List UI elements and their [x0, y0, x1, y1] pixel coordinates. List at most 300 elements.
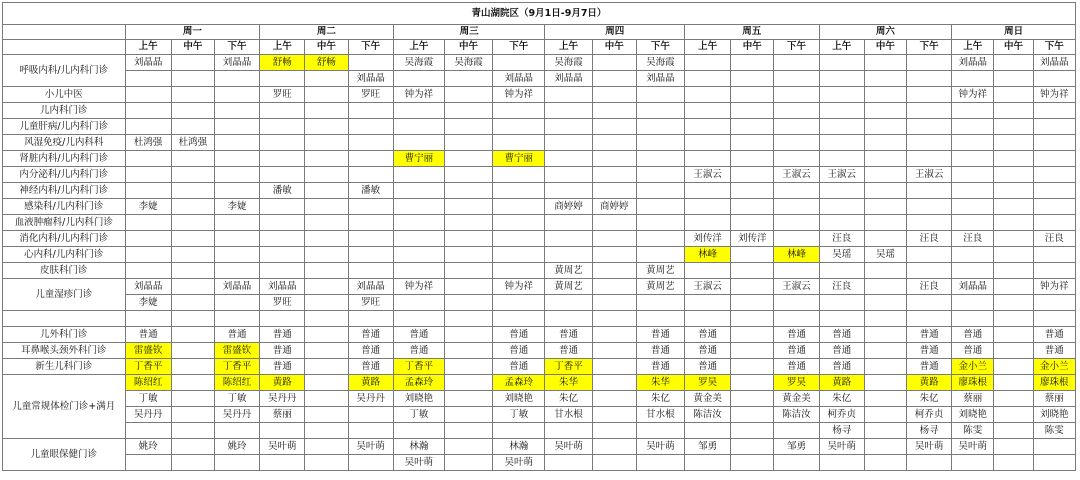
schedule-cell: 廖珠根: [952, 375, 994, 391]
table-row: [3, 455, 1076, 471]
schedule-cell: [260, 135, 305, 151]
schedule-cell: [592, 327, 636, 343]
schedule-cell: [1033, 263, 1075, 279]
table-row: [3, 407, 1076, 423]
schedule-cell: [348, 423, 393, 439]
schedule-cell: 丁香平: [393, 359, 444, 375]
schedule-cell: [444, 391, 492, 407]
schedule-cell: [305, 343, 348, 359]
schedule-cell: [444, 151, 492, 167]
schedule-cell: [348, 199, 393, 215]
schedule-cell: [1033, 183, 1075, 199]
schedule-cell: 黄路: [819, 375, 864, 391]
schedule-cell: [260, 231, 305, 247]
schedule-cell: 刘晶晶: [214, 55, 259, 71]
schedule-cell: 罗旺: [348, 87, 393, 103]
timeslot-header: 上午: [952, 40, 994, 55]
schedule-cell: 普通: [774, 343, 819, 359]
schedule-cell: [348, 407, 393, 423]
schedule-cell: 邹勇: [774, 439, 819, 455]
schedule-cell: [260, 311, 305, 327]
schedule-cell: 普通: [685, 359, 731, 375]
schedule-cell: [994, 247, 1033, 263]
schedule-cell: [1033, 247, 1075, 263]
schedule-cell: 普通: [493, 343, 545, 359]
table-row: [3, 247, 1076, 263]
schedule-cell: 黄周艺: [545, 263, 592, 279]
schedule-cell: 朱亿: [907, 391, 952, 407]
schedule-cell: [545, 167, 592, 183]
schedule-cell: 丁敏: [393, 407, 444, 423]
schedule-cell: [864, 103, 906, 119]
timeslot-header: 下午: [1033, 40, 1075, 55]
schedule-cell: [685, 263, 731, 279]
schedule-cell: [864, 87, 906, 103]
schedule-cell: [171, 199, 214, 215]
schedule-cell: [305, 295, 348, 311]
schedule-cell: [260, 263, 305, 279]
schedule-cell: [444, 375, 492, 391]
schedule-cell: [819, 55, 864, 71]
schedule-cell: [493, 119, 545, 135]
schedule-cell: 吴叶萌: [393, 455, 444, 471]
schedule-cell: [305, 247, 348, 263]
schedule-cell: [305, 455, 348, 471]
schedule-cell: [305, 135, 348, 151]
schedule-cell: [214, 311, 259, 327]
schedule-cell: 吴叶萌: [819, 439, 864, 455]
schedule-cell: 蔡丽: [952, 391, 994, 407]
schedule-cell: [545, 423, 592, 439]
schedule-cell: [592, 279, 636, 295]
schedule-cell: 刘晶晶: [545, 71, 592, 87]
schedule-cell: 潘敏: [348, 183, 393, 199]
schedule-cell: [731, 215, 774, 231]
schedule-cell: 林峰: [685, 247, 731, 263]
schedule-cell: [444, 135, 492, 151]
schedule-cell: [994, 183, 1033, 199]
schedule-cell: [636, 103, 684, 119]
schedule-cell: [636, 311, 684, 327]
schedule-cell: 杨寻: [907, 423, 952, 439]
schedule-cell: [214, 231, 259, 247]
schedule-cell: 朱亿: [636, 391, 684, 407]
day-header: 周二: [260, 25, 394, 40]
schedule-cell: 普通: [774, 359, 819, 375]
schedule-cell: [685, 215, 731, 231]
schedule-cell: [994, 279, 1033, 295]
schedule-cell: [393, 215, 444, 231]
schedule-cell: 丁香平: [545, 359, 592, 375]
schedule-cell: [125, 183, 171, 199]
schedule-cell: [685, 55, 731, 71]
schedule-cell: [214, 423, 259, 439]
schedule-cell: 黄周艺: [636, 279, 684, 295]
schedule-cell: [393, 135, 444, 151]
schedule-cell: [171, 295, 214, 311]
schedule-cell: 汪良: [819, 231, 864, 247]
schedule-cell: [774, 71, 819, 87]
day-header: 周日: [952, 25, 1076, 40]
schedule-cell: [731, 103, 774, 119]
schedule-cell: [493, 55, 545, 71]
schedule-cell: [305, 167, 348, 183]
schedule-cell: [592, 263, 636, 279]
schedule-cell: [171, 439, 214, 455]
schedule-cell: [305, 71, 348, 87]
schedule-cell: [994, 215, 1033, 231]
schedule-cell: [1033, 199, 1075, 215]
department-label: 新生儿科门诊: [3, 359, 126, 375]
schedule-cell: [125, 167, 171, 183]
schedule-cell: [214, 263, 259, 279]
schedule-cell: [907, 183, 952, 199]
schedule-cell: [994, 375, 1033, 391]
schedule-cell: [864, 183, 906, 199]
schedule-cell: [731, 391, 774, 407]
schedule-cell: [393, 311, 444, 327]
schedule-cell: [819, 295, 864, 311]
schedule-cell: 汪良: [819, 279, 864, 295]
schedule-cell: [774, 231, 819, 247]
schedule-cell: 蔡丽: [1033, 391, 1075, 407]
schedule-cell: [864, 263, 906, 279]
schedule-cell: 姚玲: [214, 439, 259, 455]
department-label: 儿外科门诊: [3, 327, 126, 343]
schedule-cell: 刘晶晶: [348, 279, 393, 295]
department-label: 皮肤科门诊: [3, 263, 126, 279]
schedule-cell: [774, 423, 819, 439]
schedule-cell: 林峰: [774, 247, 819, 263]
schedule-cell: [952, 103, 994, 119]
schedule-cell: [545, 103, 592, 119]
schedule-cell: [1033, 167, 1075, 183]
schedule-cell: [864, 151, 906, 167]
schedule-cell: 吴瑶: [819, 247, 864, 263]
schedule-cell: 刘传洋: [731, 231, 774, 247]
schedule-cell: [774, 87, 819, 103]
schedule-cell: [444, 183, 492, 199]
department-label: 血液肿瘤科/儿内科门诊: [3, 215, 126, 231]
schedule-cell: [393, 423, 444, 439]
schedule-cell: [444, 263, 492, 279]
schedule-cell: [636, 455, 684, 471]
schedule-cell: 刘晶晶: [636, 71, 684, 87]
schedule-cell: 曹宁丽: [493, 151, 545, 167]
schedule-cell: 刘晶晶: [125, 279, 171, 295]
schedule-cell: [125, 423, 171, 439]
schedule-cell: [171, 327, 214, 343]
schedule-cell: 吴海霞: [393, 55, 444, 71]
schedule-cell: [305, 119, 348, 135]
schedule-cell: 普通: [636, 359, 684, 375]
table-row: [3, 279, 1076, 295]
schedule-cell: [214, 295, 259, 311]
schedule-cell: 刘晶晶: [493, 71, 545, 87]
schedule-cell: [592, 295, 636, 311]
schedule-cell: [444, 231, 492, 247]
schedule-cell: [493, 183, 545, 199]
schedule-cell: [685, 199, 731, 215]
table-row: [3, 359, 1076, 375]
schedule-cell: 普通: [260, 343, 305, 359]
schedule-cell: [592, 439, 636, 455]
schedule-cell: 陈绍红: [214, 375, 259, 391]
schedule-cell: [685, 295, 731, 311]
schedule-cell: [348, 247, 393, 263]
schedule-cell: [545, 151, 592, 167]
schedule-cell: [636, 247, 684, 263]
schedule-cell: 吴叶萌: [907, 439, 952, 455]
schedule-cell: [125, 455, 171, 471]
schedule-cell: [864, 311, 906, 327]
schedule-cell: [864, 71, 906, 87]
schedule-cell: [731, 199, 774, 215]
schedule-cell: 陈洁汝: [774, 407, 819, 423]
schedule-cell: [994, 167, 1033, 183]
schedule-cell: [994, 135, 1033, 151]
schedule-cell: [305, 263, 348, 279]
schedule-cell: [493, 199, 545, 215]
schedule-cell: [444, 407, 492, 423]
schedule-cell: [864, 375, 906, 391]
schedule-cell: [444, 119, 492, 135]
schedule-cell: [214, 119, 259, 135]
table-row: [3, 295, 1076, 311]
department-label: 感染科/儿内科门诊: [3, 199, 126, 215]
schedule-cell: [774, 119, 819, 135]
schedule-cell: [305, 311, 348, 327]
schedule-cell: 刘晶晶: [214, 279, 259, 295]
schedule-cell: [864, 119, 906, 135]
schedule-cell: [305, 439, 348, 455]
schedule-cell: 刘晶晶: [348, 71, 393, 87]
schedule-cell: 刘晓艳: [1033, 407, 1075, 423]
schedule-cell: [685, 119, 731, 135]
schedule-cell: [348, 135, 393, 151]
schedule-cell: [592, 423, 636, 439]
schedule-cell: [819, 183, 864, 199]
table-row: [3, 103, 1076, 119]
schedule-cell: [774, 135, 819, 151]
schedule-cell: 孟森玲: [493, 375, 545, 391]
schedule-cell: [214, 247, 259, 263]
schedule-cell: [305, 199, 348, 215]
schedule-cell: [171, 87, 214, 103]
day-header: 周六: [819, 25, 952, 40]
schedule-cell: 普通: [1033, 327, 1075, 343]
timeslot-header: 中午: [592, 40, 636, 55]
schedule-cell: 吴丹丹: [348, 391, 393, 407]
schedule-cell: [214, 71, 259, 87]
schedule-cell: [819, 71, 864, 87]
schedule-cell: [731, 247, 774, 263]
schedule-cell: [907, 455, 952, 471]
schedule-cell: [952, 71, 994, 87]
schedule-cell: [592, 103, 636, 119]
schedule-cell: [348, 151, 393, 167]
table-row: [3, 423, 1076, 439]
schedule-cell: [685, 455, 731, 471]
schedule-cell: [864, 359, 906, 375]
schedule-cell: [171, 343, 214, 359]
schedule-cell: 钟为祥: [952, 87, 994, 103]
schedule-cell: [444, 87, 492, 103]
schedule-cell: [305, 231, 348, 247]
schedule-cell: [545, 311, 592, 327]
timeslot-header: 下午: [214, 40, 259, 55]
schedule-cell: 普通: [393, 343, 444, 359]
schedule-cell: [774, 199, 819, 215]
table-row: [3, 343, 1076, 359]
department-label: 风湿免疫/儿内科科: [3, 135, 126, 151]
schedule-cell: [592, 391, 636, 407]
schedule-cell: [493, 263, 545, 279]
day-header: 周五: [685, 25, 820, 40]
department-label: 儿童湿疹门诊: [3, 279, 126, 311]
schedule-cell: 普通: [636, 327, 684, 343]
schedule-cell: [685, 71, 731, 87]
schedule-cell: [1033, 71, 1075, 87]
schedule-cell: [125, 103, 171, 119]
schedule-cell: [994, 71, 1033, 87]
schedule-cell: [731, 375, 774, 391]
schedule-cell: 丁敏: [214, 391, 259, 407]
schedule-cell: [819, 119, 864, 135]
schedule-cell: [171, 151, 214, 167]
schedule-cell: [493, 135, 545, 151]
schedule-cell: [493, 311, 545, 327]
schedule-cell: [952, 167, 994, 183]
schedule-cell: [545, 215, 592, 231]
schedule-cell: [907, 87, 952, 103]
schedule-cell: [444, 103, 492, 119]
schedule-cell: [393, 167, 444, 183]
schedule-cell: 吴叶萌: [493, 455, 545, 471]
schedule-cell: [171, 55, 214, 71]
schedule-cell: 杜鸿强: [125, 135, 171, 151]
schedule-cell: [685, 103, 731, 119]
table-row: [3, 311, 1076, 327]
schedule-cell: 甘水根: [636, 407, 684, 423]
schedule-cell: 吴海霞: [545, 55, 592, 71]
schedule-cell: 刘传洋: [685, 231, 731, 247]
schedule-cell: [493, 231, 545, 247]
schedule-cell: 林瀚: [493, 439, 545, 455]
schedule-cell: [493, 215, 545, 231]
schedule-cell: [592, 375, 636, 391]
schedule-cell: 雷盛钦: [214, 343, 259, 359]
schedule-cell: [731, 87, 774, 103]
schedule-cell: 罗昊: [685, 375, 731, 391]
schedule-cell: [907, 119, 952, 135]
schedule-cell: [592, 71, 636, 87]
schedule-cell: [864, 391, 906, 407]
schedule-cell: [493, 247, 545, 263]
schedule-cell: 普通: [260, 359, 305, 375]
schedule-cell: 吴丹丹: [260, 391, 305, 407]
schedule-cell: [994, 439, 1033, 455]
schedule-title: 青山湖院区（9月1日-9月7日）: [3, 3, 1076, 25]
schedule-cell: 杨寻: [819, 423, 864, 439]
schedule-cell: [171, 263, 214, 279]
schedule-cell: [774, 151, 819, 167]
timeslot-header: 上午: [125, 40, 171, 55]
schedule-cell: 王淑云: [774, 167, 819, 183]
schedule-cell: [774, 455, 819, 471]
schedule-cell: [171, 167, 214, 183]
schedule-cell: [731, 135, 774, 151]
schedule-cell: [731, 295, 774, 311]
schedule-cell: 普通: [636, 343, 684, 359]
schedule-cell: [994, 327, 1033, 343]
schedule-cell: [260, 167, 305, 183]
timeslot-header: 上午: [685, 40, 731, 55]
schedule-cell: 罗昊: [774, 375, 819, 391]
table-row: [3, 87, 1076, 103]
schedule-cell: [545, 455, 592, 471]
schedule-cell: 甘水根: [545, 407, 592, 423]
timeslot-header: 中午: [444, 40, 492, 55]
schedule-cell: [493, 167, 545, 183]
schedule-cell: [444, 455, 492, 471]
schedule-cell: [125, 119, 171, 135]
timeslot-header: 下午: [348, 40, 393, 55]
schedule-cell: [348, 215, 393, 231]
timeslot-header: 中午: [864, 40, 906, 55]
schedule-cell: [774, 183, 819, 199]
schedule-cell: [348, 455, 393, 471]
schedule-cell: [907, 199, 952, 215]
schedule-cell: [305, 103, 348, 119]
schedule-cell: [731, 263, 774, 279]
schedule-cell: 朱华: [545, 375, 592, 391]
schedule-cell: 钟为祥: [493, 279, 545, 295]
schedule-cell: [952, 311, 994, 327]
schedule-cell: 陈绍红: [125, 375, 171, 391]
schedule-cell: [444, 327, 492, 343]
schedule-cell: 朱亿: [819, 391, 864, 407]
schedule-cell: 金小兰: [952, 359, 994, 375]
table-row: [3, 167, 1076, 183]
schedule-cell: [907, 135, 952, 151]
schedule-cell: [592, 87, 636, 103]
schedule-cell: [393, 103, 444, 119]
schedule-cell: [636, 215, 684, 231]
schedule-cell: [819, 263, 864, 279]
schedule-cell: [348, 119, 393, 135]
schedule-cell: [545, 247, 592, 263]
department-label: 神经内科/儿内科门诊: [3, 183, 126, 199]
schedule-cell: [1033, 135, 1075, 151]
schedule-cell: 吴丹丹: [125, 407, 171, 423]
schedule-cell: [731, 55, 774, 71]
table-row: [3, 135, 1076, 151]
schedule-cell: 丁香平: [214, 359, 259, 375]
schedule-cell: [260, 247, 305, 263]
schedule-cell: 黄金美: [685, 391, 731, 407]
schedule-cell: [819, 311, 864, 327]
schedule-cell: [907, 247, 952, 263]
schedule-cell: [260, 423, 305, 439]
schedule-cell: [592, 343, 636, 359]
schedule-cell: [685, 135, 731, 151]
schedule-cell: 吴叶萌: [260, 439, 305, 455]
schedule-cell: [907, 215, 952, 231]
schedule-cell: [171, 359, 214, 375]
schedule-cell: [636, 151, 684, 167]
table-row: [3, 327, 1076, 343]
